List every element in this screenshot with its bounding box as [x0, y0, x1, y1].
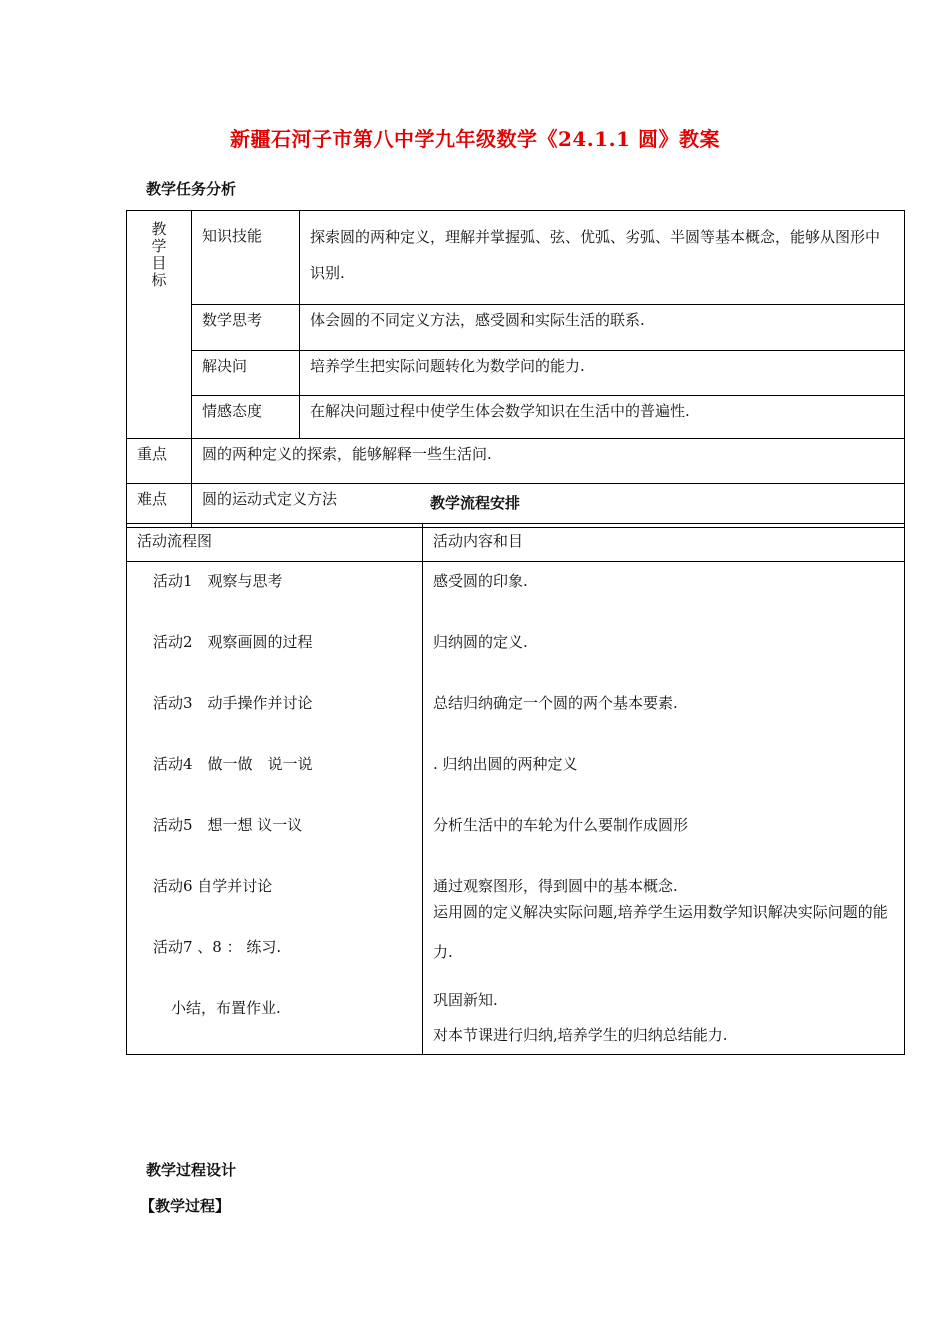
activity-item: 活动7 、8 ： 练习. — [153, 938, 282, 956]
description-problem-solving: 培养学生把实际问题转化为数学问的能力. — [300, 351, 905, 396]
goal-header-cell — [127, 211, 192, 439]
category-math-thinking: 数学思考 — [192, 305, 300, 351]
activity-item: 活动6 自学并讨论 — [153, 877, 273, 895]
category-attitude: 情感态度 — [192, 396, 300, 439]
category-problem-solving: 解决问 — [192, 351, 300, 396]
section-heading-task-analysis: 教学任务分析 — [146, 180, 237, 198]
key-point-description: 圆的两种定义的探索，能够解释一些生活问. — [192, 439, 905, 484]
flow-header-right: 活动内容和目 — [423, 524, 905, 562]
document-title: 新疆石河子市第八中学九年级数学《24.1.1 圆》教案 — [229, 127, 721, 151]
activity-item: 活动2 观察画圆的过程 — [153, 633, 313, 651]
description-math-thinking: 体会圆的不同定义方法，感受圆和实际生活的联系. — [300, 305, 905, 351]
content-item: 感受圆的印象. — [433, 572, 528, 590]
description-knowledge: 探索圆的两种定义，理解并掌握弧、弦、优弧、劣弧、半圆等基本概念，能够从图形中识别. — [300, 211, 905, 305]
activity-item: 活动3 动手操作并讨论 — [153, 694, 313, 712]
section-heading-process: 教学过程设计 — [146, 1161, 237, 1179]
activity-item: 活动4 做一做 说一说 — [153, 755, 313, 773]
task-analysis-table — [126, 210, 905, 528]
content-item: . 归纳出圆的两种定义 — [433, 755, 578, 773]
activity-item: 活动5 想一想 议一议 — [153, 816, 303, 834]
category-knowledge: 知识技能 — [192, 211, 300, 305]
content-item: 巩固新知. — [433, 991, 498, 1009]
content-item: 通过观察图形，得到圆中的基本概念. — [433, 877, 678, 895]
content-list-cell — [423, 562, 905, 1055]
content-item: 对本节课进行归纳,培养学生的归纳总结能力. — [433, 1026, 728, 1044]
process-label: 【教学过程】 — [140, 1197, 231, 1215]
activity-item: 活动1 观察与思考 — [153, 572, 283, 590]
activity-item: 小结，布置作业. — [171, 999, 281, 1017]
section-heading-flow: 教学流程安排 — [429, 494, 520, 512]
difficulty-description: 圆的运动式定义方法 — [192, 484, 905, 528]
content-item: 运用圆的定义解决实际问题,培养学生运用数学知识解决实际问题的能力. — [433, 903, 888, 961]
flow-table — [126, 523, 905, 1055]
content-item: 分析生活中的车轮为什么要制作成圆形 — [433, 816, 689, 834]
content-item: 总结归纳确定一个圆的两个基本要素. — [433, 694, 678, 712]
difficulty-label: 难点 — [127, 484, 192, 528]
content-item: 归纳圆的定义. — [433, 633, 528, 651]
flow-header-left: 活动流程图 — [127, 524, 423, 562]
activity-list-cell — [127, 562, 423, 1055]
goal-header-text: 教 学 目 标 — [151, 220, 167, 289]
description-attitude: 在解决问题过程中使学生体会数学知识在生活中的普遍性. — [300, 396, 905, 439]
key-point-label: 重点 — [127, 439, 192, 484]
